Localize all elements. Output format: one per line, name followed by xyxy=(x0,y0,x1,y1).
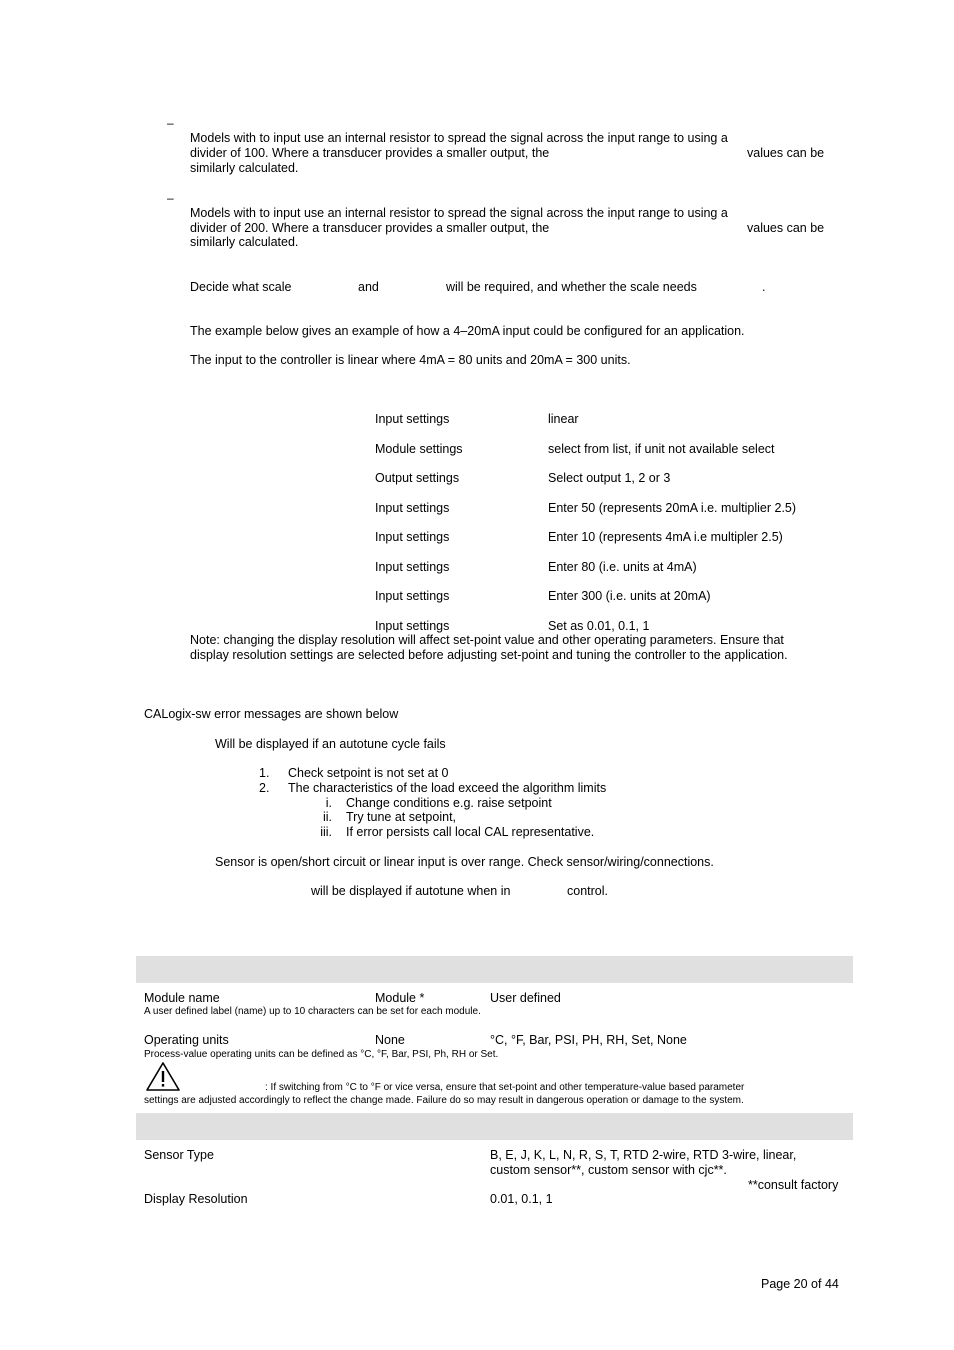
module-name-description: A user defined label (name) up to 10 characters can be set for each module. xyxy=(144,1006,481,1017)
decide-text: Decide what scale xyxy=(190,280,292,294)
example-linear: The input to the controller is linear where 4mA = 80 units and 20mA = 300 units. xyxy=(190,353,631,367)
decide-text: . xyxy=(762,280,766,294)
sublist-number: iii. xyxy=(320,825,332,839)
dash-marker: – xyxy=(167,116,174,130)
paragraph-line: values can be xyxy=(747,146,825,160)
settings-value: Set as 0.01, 0.1, 1 xyxy=(548,619,650,633)
paragraph-line: similarly calculated. xyxy=(190,235,299,249)
note-line: Note: changing the display resolution will affect set-point value and other operating parameters. Ensure that xyxy=(190,633,784,647)
settings-value: Enter 80 (i.e. units at 4mA) xyxy=(548,560,697,574)
paragraph-line: Models with to input use an internal resistor to spread the signal across the input range to using a xyxy=(190,131,728,145)
sublist-item: Change conditions e.g. raise setpoint xyxy=(346,796,552,810)
sensor-error-text: Sensor is open/short circuit or linear input is over range. Check sensor/wiring/connections. xyxy=(215,855,714,869)
settings-menu: Input settings xyxy=(375,501,450,515)
operating-units-label: Operating units xyxy=(144,1033,229,1047)
settings-menu: Input settings xyxy=(375,530,450,544)
autotune-mode-text: will be displayed if autotune when in xyxy=(311,884,511,898)
table-header-band xyxy=(136,956,853,983)
consult-factory-note: **consult factory xyxy=(748,1178,839,1192)
sensor-type-label: Sensor Type xyxy=(144,1148,214,1162)
warning-text: settings are adjusted accordingly to reflect the change made. Failure do so may result in dangerous operation or damage to the system. xyxy=(144,1095,744,1106)
settings-value: select from list, if unit not available select xyxy=(548,442,775,456)
sublist-number: ii. xyxy=(322,810,332,824)
operating-units-description: Process-value operating units can be defined as °C, °F, Bar, PSI, Ph, RH or Set. xyxy=(144,1049,499,1060)
list-number: 1. xyxy=(259,766,270,780)
display-resolution-label: Display Resolution xyxy=(144,1192,248,1206)
settings-value: Select output 1, 2 or 3 xyxy=(548,471,671,485)
module-name-options: User defined xyxy=(490,991,561,1005)
example-intro: The example below gives an example of how a 4–20mA input could be configured for an application. xyxy=(190,324,745,338)
settings-menu: Input settings xyxy=(375,412,450,426)
warning-icon xyxy=(145,1061,181,1092)
list-item: Check setpoint is not set at 0 xyxy=(288,766,449,780)
list-number: 2. xyxy=(259,781,270,795)
settings-value: linear xyxy=(548,412,579,426)
sublist-number: i. xyxy=(325,796,332,810)
paragraph-line: divider of 100. Where a transducer provides a smaller output, the xyxy=(190,146,550,160)
settings-value: Enter 50 (represents 20mA i.e. multiplier 2.5) xyxy=(548,501,797,515)
settings-value: Enter 300 (i.e. units at 20mA) xyxy=(548,589,711,603)
page-number: Page 20 of 44 xyxy=(761,1277,839,1291)
operating-units-options: °C, °F, Bar, PSI, PH, RH, Set, None xyxy=(490,1033,687,1047)
autotune-fail-text: Will be displayed if an autotune cycle fails xyxy=(215,737,446,751)
paragraph-line: similarly calculated. xyxy=(190,161,299,175)
decide-text: will be required, and whether the scale needs xyxy=(446,280,697,294)
sublist-item: If error persists call local CAL representative. xyxy=(346,825,595,839)
operating-units-default: None xyxy=(375,1033,405,1047)
paragraph-line: values can be xyxy=(747,221,825,235)
warning-text: : If switching from °C to °F or vice versa, ensure that set-point and other temperature-value based parameter xyxy=(265,1082,745,1093)
sublist-item: Try tune at setpoint, xyxy=(346,810,457,824)
errors-intro: CALogix-sw error messages are shown below xyxy=(144,707,399,721)
dash-marker: – xyxy=(167,191,174,205)
decide-text: and xyxy=(358,280,379,294)
table-header-band xyxy=(136,1113,853,1140)
list-item: The characteristics of the load exceed the algorithm limits xyxy=(288,781,607,795)
settings-value: Enter 10 (represents 4mA i.e multipler 2.5) xyxy=(548,530,783,544)
settings-menu: Input settings xyxy=(375,619,450,633)
autotune-mode-text: control. xyxy=(567,884,608,898)
paragraph-line: divider of 200. Where a transducer provides a smaller output, the xyxy=(190,221,550,235)
settings-menu: Output settings xyxy=(375,471,460,485)
display-resolution-options: 0.01, 0.1, 1 xyxy=(490,1192,553,1206)
settings-menu: Input settings xyxy=(375,560,450,574)
sensor-type-options: custom sensor**, custom sensor with cjc**. xyxy=(490,1163,727,1177)
note-line: display resolution settings are selected before adjusting set-point and tuning the controller to the application. xyxy=(190,648,788,662)
settings-menu: Module settings xyxy=(375,442,463,456)
paragraph-line: Models with to input use an internal resistor to spread the signal across the input range to using a xyxy=(190,206,728,220)
settings-menu: Input settings xyxy=(375,589,450,603)
sensor-type-options: B, E, J, K, L, N, R, S, T, RTD 2-wire, RTD 3-wire, linear, xyxy=(490,1148,797,1162)
module-name-label: Module name xyxy=(144,991,220,1005)
module-name-default: Module * xyxy=(375,991,425,1005)
